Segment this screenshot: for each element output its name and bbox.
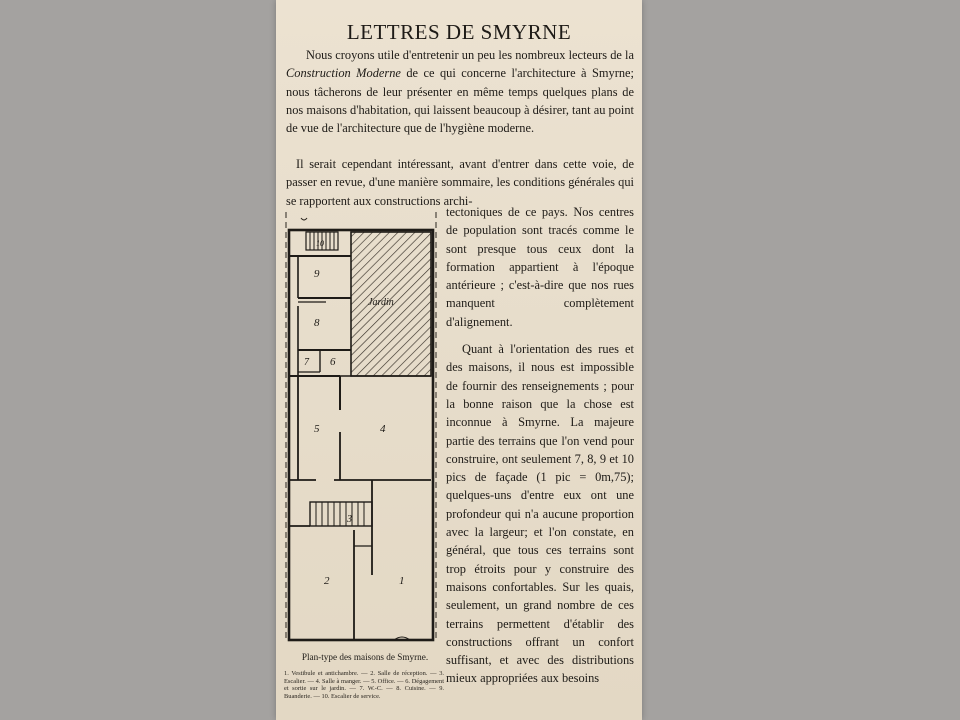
room-number-5: 5 [314,423,320,435]
journal-name: Construction Moderne [286,66,401,81]
text-column [446,203,634,688]
column-paragraph-2: Quant à l'orientation des rues et des maisons, il nous est impossible de fournir des renseignements ; pour la bonne raison que la chose est inconnue à Smyrne. La majeure partie des terrains que l'on vend pour construire, ont seulement 7, 8, 9 et 10 pics de façade (1 pic = 0m,75); quelques-uns d'entre eux ont une profondeur qui n'a aucune proportion avec la largeur; et l'on constate, en général, que tous ces terrains sont trop étroits pour y construire des maisons confortables. Sur les quais, seulement, un grand nombre de ces terrains permettent d'établir des constructions offrant un confort suffisant, et avec des distributions mieux appropriées aux besoins [446,342,634,686]
main-stair [310,502,372,526]
room-number-6: 6 [330,356,336,368]
paragraph-2: Il serait cependant intéressant, avant d'entrer dans cette voie, de passer en revue, d'une manière sommaire, les conditions générales qui se rapportent aux constructions archi- [286,157,634,208]
figure-caption: Plan-type des maisons de Smyrne. [301,652,429,662]
room-number-3: 3 [347,514,352,525]
north-mark [301,218,307,220]
room-number-9: 9 [314,268,320,280]
figure-legend: 1. Vestibule et antichambre. — 2. Salle de réception. — 3. Escalier. — 4. Salle à manger. — 5. Office. — 6. Dégagement et sortie sur le jardin. — 7. W.-C. — 8. Cuisine. — 9. Buanderie. — 10. Escalier de service. [284,670,444,700]
document-page [276,0,642,720]
column-paragraph-1: tectoniques de ce pays. Nos centres de population sont tracés comme le sont presque tous ceux dont la formation appartient à l'époque antérieure ; c'est-à-dire que nos rues manquent complètement d'alignement. [446,205,634,329]
room-number-4: 4 [380,423,386,435]
intro-text-start: Nous croyons utile d'entretenir un peu les nombreux lecteurs de la [306,48,634,62]
room-number-2: 2 [324,575,330,587]
room-number-7: 7 [304,357,309,368]
intro-text-end: de ce qui concerne l'architecture à Smyrne; nous tâcherons de leur présenter en même temps quelques plans de nos maisons d'habitation, qui laissent beaucoup à désirer, tant au point de vue de l'architecture que de l'hygiène moderne. [286,66,634,136]
garden-label: Jardin [368,297,394,308]
floor-plan [284,210,444,650]
room-number-10: 10 [316,239,324,248]
room-number-8: 8 [314,317,320,329]
paragraph-intro [286,46,634,137]
article-title: LETTRES DE SMYRNE [346,20,572,44]
room-number-1: 1 [399,575,405,587]
